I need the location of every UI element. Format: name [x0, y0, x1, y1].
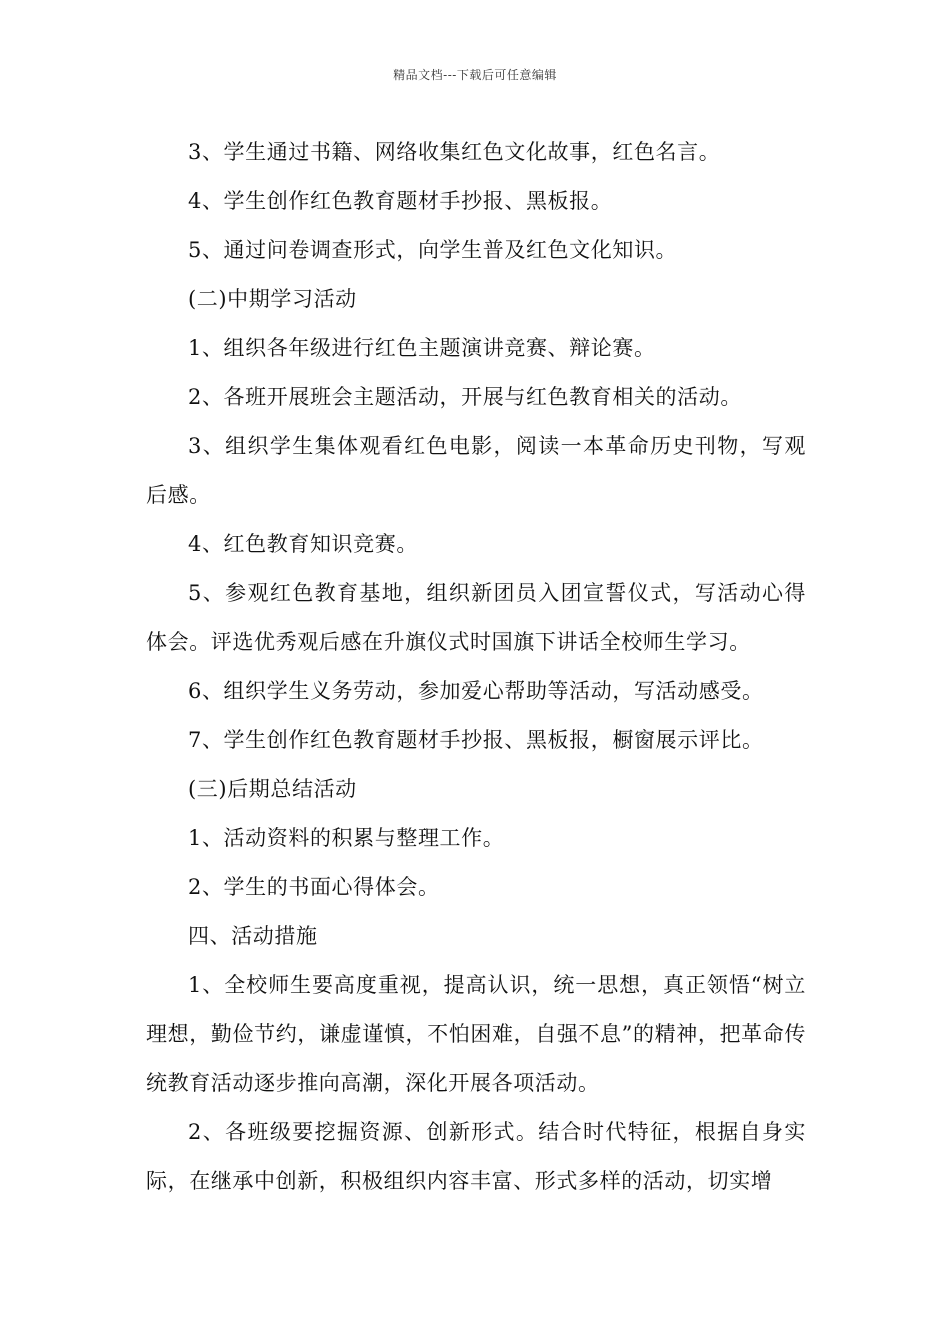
section-heading: 四、活动措施	[188, 924, 318, 948]
paragraph: 1、活动资料的积累与整理工作。	[188, 826, 505, 850]
paragraph: 3、组织学生集体观看红色电影，阅读一本革命历史刊物，写观后感。	[146, 434, 806, 507]
paragraph: 2、各班开展班会主题活动，开展与红色教育相关的活动。	[188, 385, 742, 409]
paragraph: 5、参观红色教育基地，组织新团员入团宣誓仪式，写活动心得体会。评选优秀观后感在升旗仪式时国旗下讲话全校师生学习。	[146, 581, 806, 654]
document-body	[146, 128, 806, 1206]
section-heading: (二)中期学习活动	[188, 287, 357, 311]
page-header: 精品文档---下载后可任意编辑	[393, 68, 557, 82]
paragraph: 6、组织学生义务劳动，参加爱心帮助等活动，写活动感受。	[188, 679, 764, 703]
paragraph: 1、全校师生要高度重视，提高认识，统一思想，真正领悟“树立理想，勤俭节约，谦虚谨慎，不怕困难，自强不息”的精神，把革命传统教育活动逐步推向高潮，深化开展各项活动。	[146, 973, 806, 1095]
paragraph: 3、学生通过书籍、网络收集红色文化故事，红色名言。	[188, 140, 721, 164]
paragraph: 1、组织各年级进行红色主题演讲竞赛、辩论赛。	[188, 336, 656, 360]
paragraph: 7、学生创作红色教育题材手抄报、黑板报，橱窗展示评比。	[188, 728, 764, 752]
paragraph: 4、学生创作红色教育题材手抄报、黑板报。	[188, 189, 613, 213]
paragraph: 2、学生的书面心得体会。	[188, 875, 440, 899]
section-heading: (三)后期总结活动	[188, 777, 357, 801]
paragraph: 4、红色教育知识竞赛。	[188, 532, 418, 556]
paragraph: 2、各班级要挖掘资源、创新形式。结合时代特征，根据自身实际，在继承中创新，积极组织内容丰富、形式多样的活动，切实增	[146, 1120, 806, 1193]
paragraph: 5、通过问卷调查形式，向学生普及红色文化知识。	[188, 238, 678, 262]
